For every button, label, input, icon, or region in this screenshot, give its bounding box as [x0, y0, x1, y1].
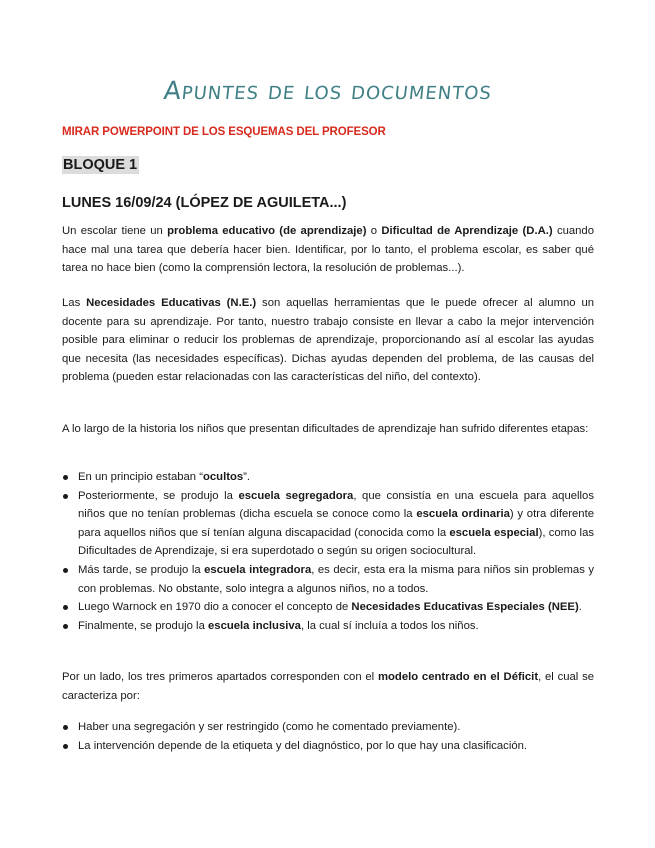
list-item	[62, 617, 594, 636]
bullet-icon	[63, 744, 68, 749]
text-span: La intervención depende de la etiqueta y del diagnóstico, por lo que hay una clasificación.	[78, 739, 528, 752]
text-span: Finalmente, se produjo la	[78, 619, 208, 632]
bold-term: modelo centrado en el Déficit	[377, 671, 539, 683]
bold-term: Necesidades Educativas Especiales (NEE)	[351, 601, 579, 614]
text-span: Más tarde, se produjo la	[78, 563, 205, 576]
list-item	[62, 737, 594, 756]
paragraph-learning-difficulty	[62, 222, 594, 278]
text-span: , la cual sí incluía a todos los niños.	[300, 619, 479, 632]
list-item	[62, 468, 594, 487]
section-heading-bloque: BLOQUE 1	[63, 157, 138, 173]
paragraph-deficit-model	[62, 668, 594, 705]
list-item	[62, 561, 594, 598]
list-item	[62, 487, 594, 561]
text-span: cuando hace mal una tarea que debería hacer bien. Identificar, por lo tanto, el problema escolar, es saber qué tarea no hace bien (como la comprensión lectora, la resolución de problemas...).	[62, 225, 595, 275]
bold-term: escuela inclusiva	[208, 619, 301, 632]
text-span: son aquellas herramientas que le puede ofrecer al alumno un docente para su aprendizaje. Por tanto, nuestro trabajo consiste en llevar a cabo la mejor intervención posible para eliminar o reducir los problemas de aprendizaje, proporcionando así al escolar las ayudas que necesita (las necesidades específicas). Dichas ayudas dependen del problema, de las causas del problema (pueden estar relacionadas con las características del niño, del contexto).	[62, 297, 595, 384]
text-span: ), como las Dificultades de Aprendizaje, si era superdotado o según su origen sociocultural.	[78, 526, 594, 558]
text-span: Un escolar tiene un	[62, 225, 168, 237]
text-span: .	[578, 601, 582, 614]
text-span: ) y otra diferente para aquellos niños que sí tenían alguna discapacidad (conocida como la	[78, 508, 594, 539]
date-heading: LUNES 16/09/24 (LÓPEZ DE AGUILETA...)	[62, 195, 347, 211]
text-span: Las	[62, 297, 87, 309]
text-span: En un principio estaban “	[78, 471, 203, 483]
stages-list	[62, 468, 594, 635]
bold-term: escuela segregadora	[238, 489, 354, 502]
bold-term: escuela ordinaria	[416, 508, 510, 521]
paragraph-educational-needs	[62, 294, 594, 387]
bullet-icon	[63, 624, 68, 629]
bold-term: ocultos	[202, 471, 244, 483]
text-span: Posteriormente, se produjo la	[78, 489, 239, 502]
bold-term: problema educativo (de aprendizaje)	[167, 225, 367, 237]
text-span: Luego Warnock en 1970 dio a conocer el concepto de	[78, 601, 352, 614]
document-title: Apuntes de los documentos	[162, 76, 494, 105]
paragraph-history-stages: A lo largo de la historia los niños que presentan dificultades de aprendizaje han sufrido diferentes etapas:	[62, 423, 589, 435]
bullet-icon	[63, 568, 68, 573]
bullet-icon	[63, 475, 68, 480]
bullet-icon	[63, 605, 68, 610]
text-span: , que consistía en una escuela para aquellos niños que no tenían problemas (dicha escuela se conoce como la	[78, 489, 594, 521]
deficit-model-list	[62, 718, 594, 755]
bullet-icon	[63, 494, 68, 499]
bullet-icon	[63, 725, 68, 730]
list-item	[62, 598, 594, 617]
text-span: Haber una segregación y ser restringido (como he comentado previamente).	[78, 721, 461, 733]
text-span: ”.	[243, 471, 251, 483]
text-span: o	[366, 225, 382, 237]
bold-term: Necesidades Educativas (N.E.)	[86, 297, 257, 309]
text-span: , el cual se caracteriza por:	[62, 671, 595, 702]
bold-term: Dificultad de Aprendizaje (D.A.)	[381, 225, 553, 237]
text-span: , es decir, esta era la misma para niños sin problemas y con problemas. No obstante, solo integra a algunos niños, no a todos.	[78, 563, 594, 595]
bold-term: escuela integradora	[204, 563, 312, 576]
text-span: Por un lado, los tres primeros apartados corresponden con el	[62, 671, 378, 683]
professor-note: MIRAR POWERPOINT DE LOS ESQUEMAS DEL PROFESOR	[62, 126, 386, 138]
list-item	[62, 718, 594, 737]
bold-term: escuela especial	[449, 526, 539, 539]
